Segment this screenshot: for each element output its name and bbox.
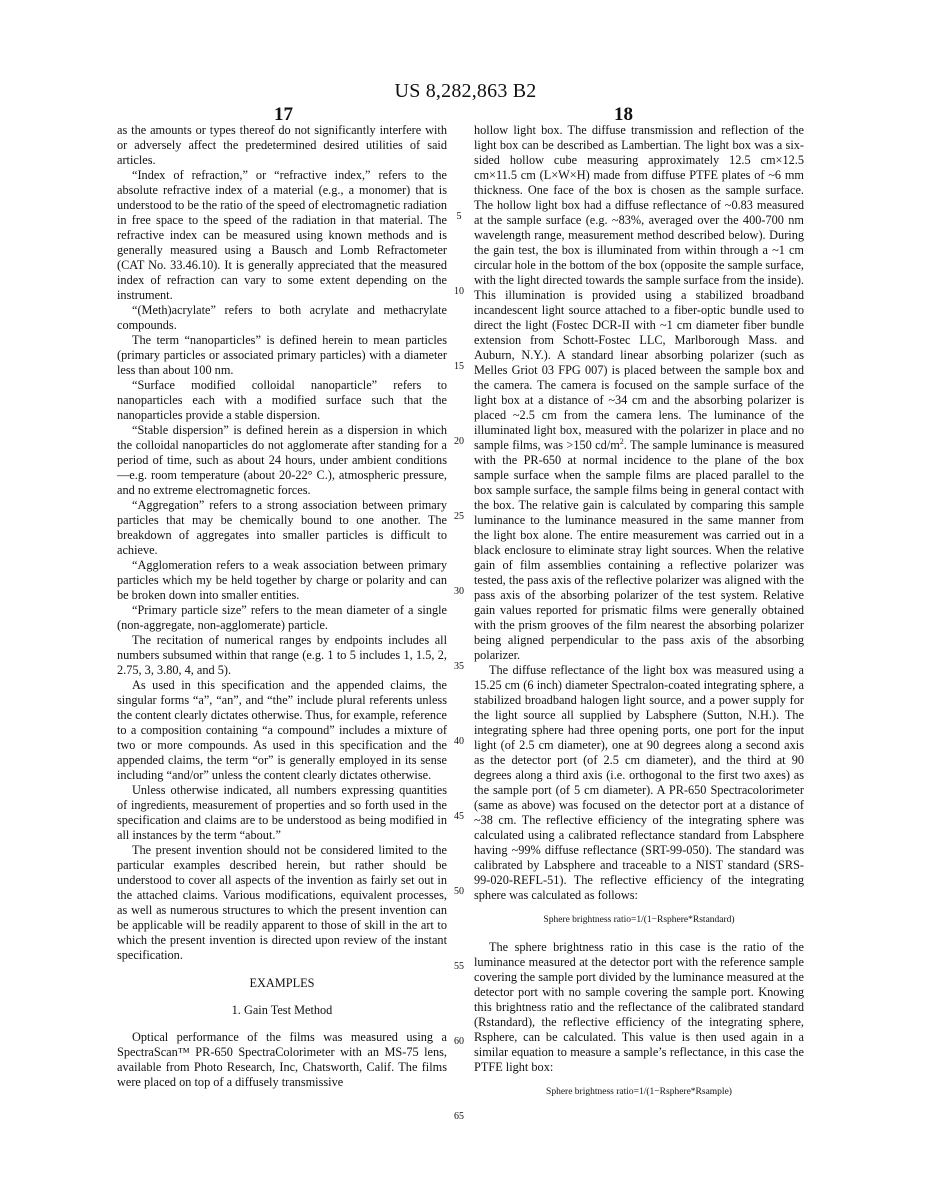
- paragraph: “Agglomeration refers to a weak association between primary particles which my be held together by charge or polarity and can be broken down into smaller entities.: [117, 558, 447, 602]
- paragraph: “Aggregation” refers to a strong association between primary particles that may be chemically bound to one another. The breakdown of aggregates into smaller particles is difficult to achieve.: [117, 498, 447, 557]
- paragraph: The present invention should not be considered limited to the particular examples described herein, but rather should be understood to cover all aspects of the invention as fairly set out in the attached claims. Various modifications, equivalent processes, as well as numerous structures to which the present invention can be applicable will be readily apparent to those of skill in the art to which the present invention is directed upon review of the instant specification.: [117, 843, 447, 962]
- paragraph: “Primary particle size” refers to the mean diameter of a single (non-aggregate, non-agglomerate) particle.: [117, 603, 447, 632]
- paragraph: Optical performance of the films was measured using a SpectraScan™ PR-650 SpectraColorimeter with an MS-75 lens, available from Photo Research, Inc, Chatsworth, Calif. The films were placed on top of a diffusely transmissive: [117, 1030, 447, 1089]
- line-number: 15: [454, 361, 464, 372]
- paragraph: [474, 123, 804, 663]
- paragraph: The diffuse reflectance of the light box was measured using a 15.25 cm (6 inch) diameter Spectralon-coated integrating sphere, a stabilized broadband halogen light source, and a power supply for the light source all supplied by Labsphere (Sutton, N.H.). The integrating sphere had three opening ports, one port for the input light (of 2.5 cm diameter), one at 90 degrees along a second axis as the detector port (of 2.5 cm diameter), and the third at 90 degrees along a third axis (i.e. orthogonal to the first two axes) as the sample port (of 5 cm diameter). A PR-650 Spectracolorimeter (same as above) was focused on the detector port at a distance of ~38 cm. The reflective efficiency of the integrating sphere was calculated using a calibrated reflectance standard from Labsphere having ~99% diffuse reflectance (SRT-99-050). The standard was calibrated by Labsphere and traceable to a NIST standard (SRS-99-020-REFL-51). The reflective efficiency of the integrating sphere was calculated as follows:: [474, 663, 804, 902]
- line-number: 60: [454, 1036, 464, 1047]
- equation: Sphere brightness ratio=1/(1−Rsphere*Rsample): [546, 1087, 732, 1097]
- paragraph: Unless otherwise indicated, all numbers expressing quantities of ingredients, measurement of properties and so forth used in the specification and claims are to be understood as being modified in all instances by the term “about.”: [117, 783, 447, 842]
- paragraph: “Surface modified colloidal nanoparticle” refers to nanoparticles each with a modified surface such that the nanoparticles provide a stable dispersion.: [117, 378, 447, 422]
- right-column: [474, 123, 804, 1112]
- paragraph: The recitation of numerical ranges by endpoints includes all numbers subsumed within that range (e.g. 1 to 5 includes 1, 1.5, 2, 2.75, 3, 3.80, 4, and 5).: [117, 633, 447, 677]
- line-number: 25: [454, 511, 464, 522]
- paragraph: The term “nanoparticles” is defined herein to mean particles (primary particles or associated primary particles) with a diameter less than about 100 nm.: [117, 333, 447, 377]
- line-number: 35: [454, 661, 464, 672]
- line-number: 65: [454, 1111, 464, 1122]
- line-number: 30: [454, 586, 464, 597]
- line-number: 40: [454, 736, 464, 747]
- line-number: 10: [454, 286, 464, 297]
- superscript: 2: [619, 436, 624, 446]
- left-column: [117, 123, 447, 1090]
- paragraph: As used in this specification and the appended claims, the singular forms “a”, “an”, and “the” include plural referents unless the content clearly dictates otherwise. Thus, for example, reference to a composition containing “a compound” includes a mixture of two or more compounds. As used in this specification and the appended claims, the term “or” is generally employed in its sense including “and/or” unless the content clearly dictates otherwise.: [117, 678, 447, 782]
- page-number-right: 18: [614, 104, 633, 125]
- paragraph: “(Meth)acrylate” refers to both acrylate and methacrylate compounds.: [117, 303, 447, 332]
- patent-number: US 8,282,863 B2: [394, 80, 537, 102]
- line-number: 20: [454, 436, 464, 447]
- line-number: 50: [454, 886, 464, 897]
- line-number: 55: [454, 961, 464, 972]
- paragraph: The sphere brightness ratio in this case is the ratio of the luminance measured at the detector port with the reference sample covering the sample port divided by the luminance measured at the detector port with no sample covering the sample port. Knowing this brightness ratio and the reflectance of the calibrated standard (Rstandard), the reflective efficiency of the integrating sphere, Rsphere, can be calculated. This value is then used again in a similar equation to measure a sample’s reflectance, in this case the PTFE light box:: [474, 940, 804, 1074]
- paragraph: “Index of refraction,” or “refractive index,” refers to the absolute refractive index of a material (e.g., a monomer) that is understood to be the ratio of the speed of electromagnetic radiation in free space to the speed of the radiation in that material. The refractive index can be measured using known methods and is generally measured using a Bausch and Lomb Refractometer (CAT No. 33.46.10). It is generally appreciated that the measured index of refraction can vary to some extent depending on the instrument.: [117, 168, 447, 302]
- page-number-left: 17: [274, 104, 293, 125]
- subsection-heading: 1. Gain Test Method: [231, 1003, 333, 1017]
- text-run: hollow light box. The diffuse transmission and reflection of the light box can be described as Lambertian. The light box was a six-sided hollow cube measuring approximately 12.5 cm×12.5 cm×11.5 cm (L×W×H) made from diffuse PTFE plates of ~6 mm thickness. One face of the box is chosen as the sample surface. The hollow light box had a diffuse reflectance of ~0.83 measured at the sample surface (e.g. ~83%, averaged over the 400-700 nm wavelength range, measurement method described below). During the gain test, the box is illuminated from within through a ~1 cm circular hole in the bottom of the box (opposite the sample surface, with the light directed towards the sample surface from the inside). This illumination is provided using a stabilized broadband incandescent light source attached to a fiber-optic bundle used to direct the light (Fostec DCR-II with ~1 cm diameter fiber bundle extension from Schott-Fostec LLC, Marlborough Mass. and Auburn, N.Y.). A standard linear absorbing polarizer (such as Melles Griot 03 FPG 007) is placed between the sample box and the camera. The camera is focused on the sample surface of the light box at a distance of ~34 cm and the absorbing polarizer is placed ~2.5 cm from the camera lens. The luminance of the illuminated light box, measured with the polarizer in place and no sample films, was >150 cd/m: [474, 123, 804, 452]
- section-heading: EXAMPLES: [249, 976, 315, 990]
- equation: Sphere brightness ratio=1/(1−Rsphere*Rstandard): [543, 915, 735, 925]
- paragraph: “Stable dispersion” is defined herein as a dispersion in which the colloidal nanoparticles do not agglomerate after standing for a period of time, such as about 24 hours, under ambient conditions—e.g. room temperature (about 20-22° C.), atmospheric pressure, and no extreme electromagnetic forces.: [117, 423, 447, 497]
- paragraph: as the amounts or types thereof do not significantly interfere with or adversely affect the predetermined desired utilities of said articles.: [117, 123, 447, 167]
- line-number: 5: [456, 211, 462, 222]
- text-run: . The sample luminance is measured with the PR-650 at normal incidence to the plane of the box sample surface when the sample films are placed parallel to the box sample surface, the sample films being in general contact with the box. The relative gain is calculated by comparing this sample luminance to the luminance measured in the same manner from the light box alone. The entire measurement was carried out in a black enclosure to eliminate stray light sources. When the relative gain of film assemblies containing a reflective polarizer was tested, the pass axis of the reflective polarizer was aligned with the pass axis of the absorbing polarizer of the test system. Relative gain values reported for prismatic films were generally obtained with the prism grooves of the film nearest the absorbing polarizer being aligned perpendicular to the pass axis of the absorbing polarizer.: [474, 438, 804, 662]
- line-number: 45: [454, 811, 464, 822]
